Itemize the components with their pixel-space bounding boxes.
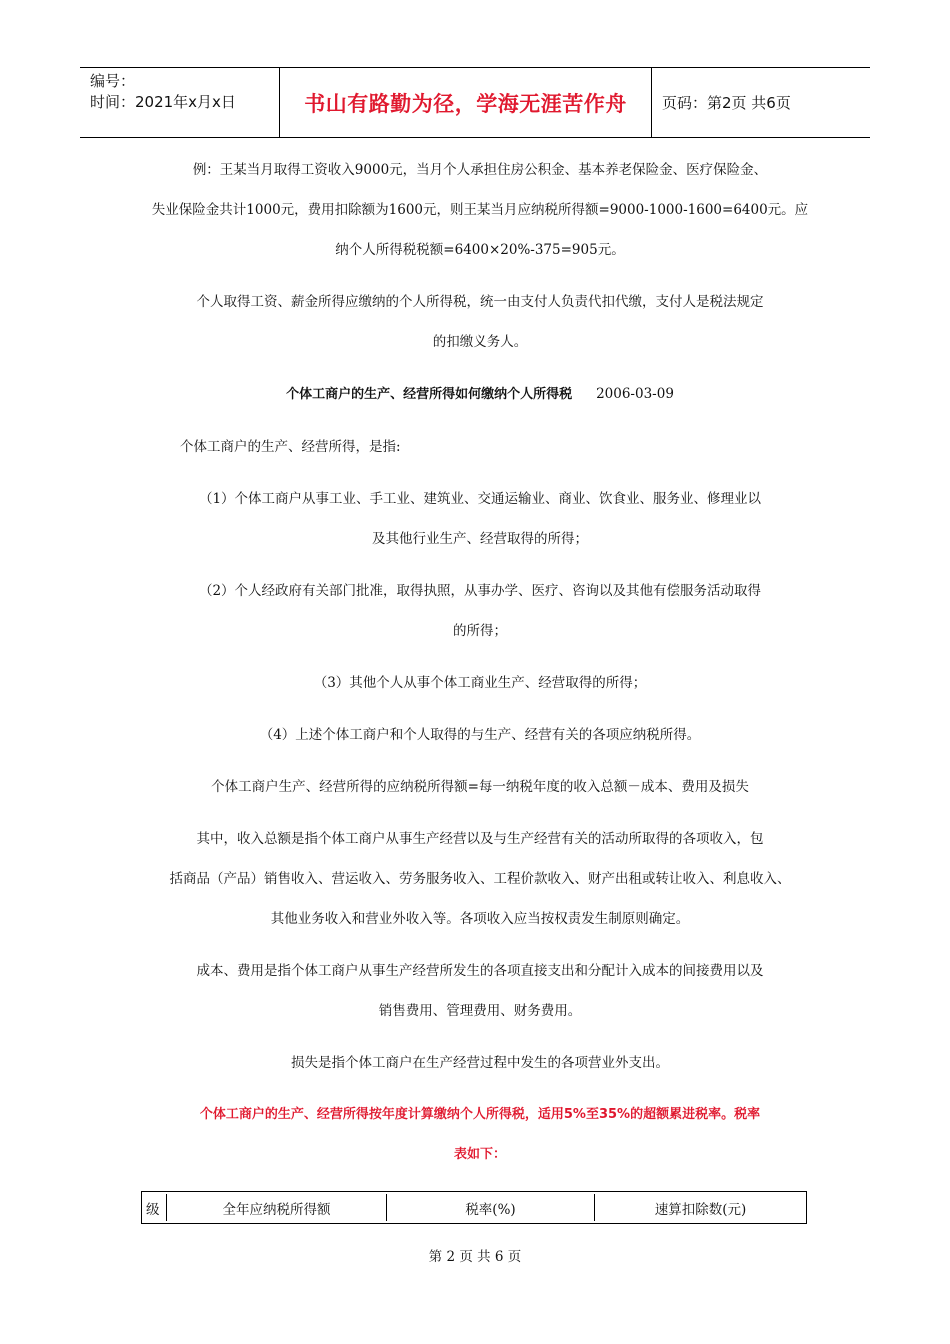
list-item <box>140 571 820 651</box>
section-heading <box>140 374 820 415</box>
column-header-rate: 税率(%) <box>387 1194 595 1221</box>
text-line: 个体工商户的生产、经营所得按年度计算缴纳个人所得税，适用5%至35%的超额累进税率。税率 <box>199 1107 761 1122</box>
column-header-level: 级 <box>142 1194 167 1221</box>
text-line: 的扣缴义务人。 <box>432 334 528 350</box>
column-header-deduction: 速算扣除数(元) <box>654 1201 747 1218</box>
header-motto: 书山有路勤为径，学海无涯苦作舟 <box>280 68 652 137</box>
loss-paragraph: 损失是指个体工商户在生产经营过程中发生的各项营业外支出。 <box>291 1055 669 1071</box>
page-footer: 第 2 页 共 6 页 <box>428 1249 522 1265</box>
section-date: 2006-03-09 <box>596 386 674 402</box>
tax-rate-note <box>140 1095 820 1175</box>
list-item: （4）上述个体工商户和个人取得的与生产、经营有关的各项应纳税所得。 <box>259 727 701 743</box>
text-line: 销售费用、管理费用、财务费用。 <box>378 1003 582 1019</box>
list-item <box>140 479 820 559</box>
section-title: 个体工商户的生产、经营所得如何缴纳个人所得税 <box>286 387 573 402</box>
withholding-paragraph <box>140 282 820 362</box>
cost-paragraph <box>140 951 820 1031</box>
text-line: 个人取得工资、薪金所得应缴纳的个人所得税，统一由支付人负责代扣代缴，支付人是税法规定 <box>196 294 764 310</box>
text-line: 例：王某当月取得工资收入9000元，当月个人承担住房公积金、基本养老保险金、医疗保险金、 <box>192 162 768 178</box>
text-line: 括商品（产品）销售收入、营运收入、劳务服务收入、工程价款收入、财产出租或转让收入、利息收入、 <box>169 871 791 887</box>
formula-paragraph: 个体工商户生产、经营所得的应纳税所得额=每一纳税年度的收入总额－成本、费用及损失 <box>211 779 749 795</box>
text-line: （1）个体工商户从事工业、手工业、建筑业、交通运输业、商业、饮食业、服务业、修理业以 <box>198 491 762 507</box>
document-number-label: 编号： <box>90 72 136 90</box>
document-body <box>140 150 820 1175</box>
text-line: 及其他行业生产、经营取得的所得； <box>372 531 588 547</box>
text-line: 其中，收入总额是指个体工商户从事生产经营以及与生产经营有关的活动所取得的各项收入，包 <box>196 831 764 847</box>
header-meta <box>80 68 280 137</box>
text-line: 纳个人所得税税额=6400×20%-375=905元。 <box>335 242 625 258</box>
tax-rate-table-header <box>141 1191 807 1224</box>
text-line: 成本、费用是指个体工商户从事生产经营所发生的各项直接支出和分配计入成本的间接费用以及 <box>196 963 764 979</box>
page-header <box>80 67 870 138</box>
text-line: 的所得； <box>453 623 507 639</box>
definition-intro: 个体工商户的生产、经营所得，是指: <box>180 439 401 455</box>
list-item: （3）其他个人从事个体工商业生产、经营取得的所得； <box>313 675 647 691</box>
header-page-info: 页码：第2页 共6页 <box>662 94 791 112</box>
text-line: （2）个人经政府有关部门批准，取得执照，从事办学、医疗、咨询以及其他有偿服务活动取得 <box>198 583 762 599</box>
text-line: 失业保险金共计1000元，费用扣除额为1600元，则王某当月应纳税所得额=9000-1000-1600=6400元。应 <box>151 202 809 218</box>
income-paragraph <box>140 819 820 939</box>
document-time-label: 时间：2021年x月x日 <box>90 93 236 111</box>
text-line: 表如下： <box>453 1147 506 1162</box>
text-line: 其他业务收入和营业外收入等。各项收入应当按权责发生制原则确定。 <box>270 911 690 927</box>
column-header-income: 全年应纳税所得额 <box>167 1194 387 1221</box>
example-paragraph <box>140 150 820 270</box>
